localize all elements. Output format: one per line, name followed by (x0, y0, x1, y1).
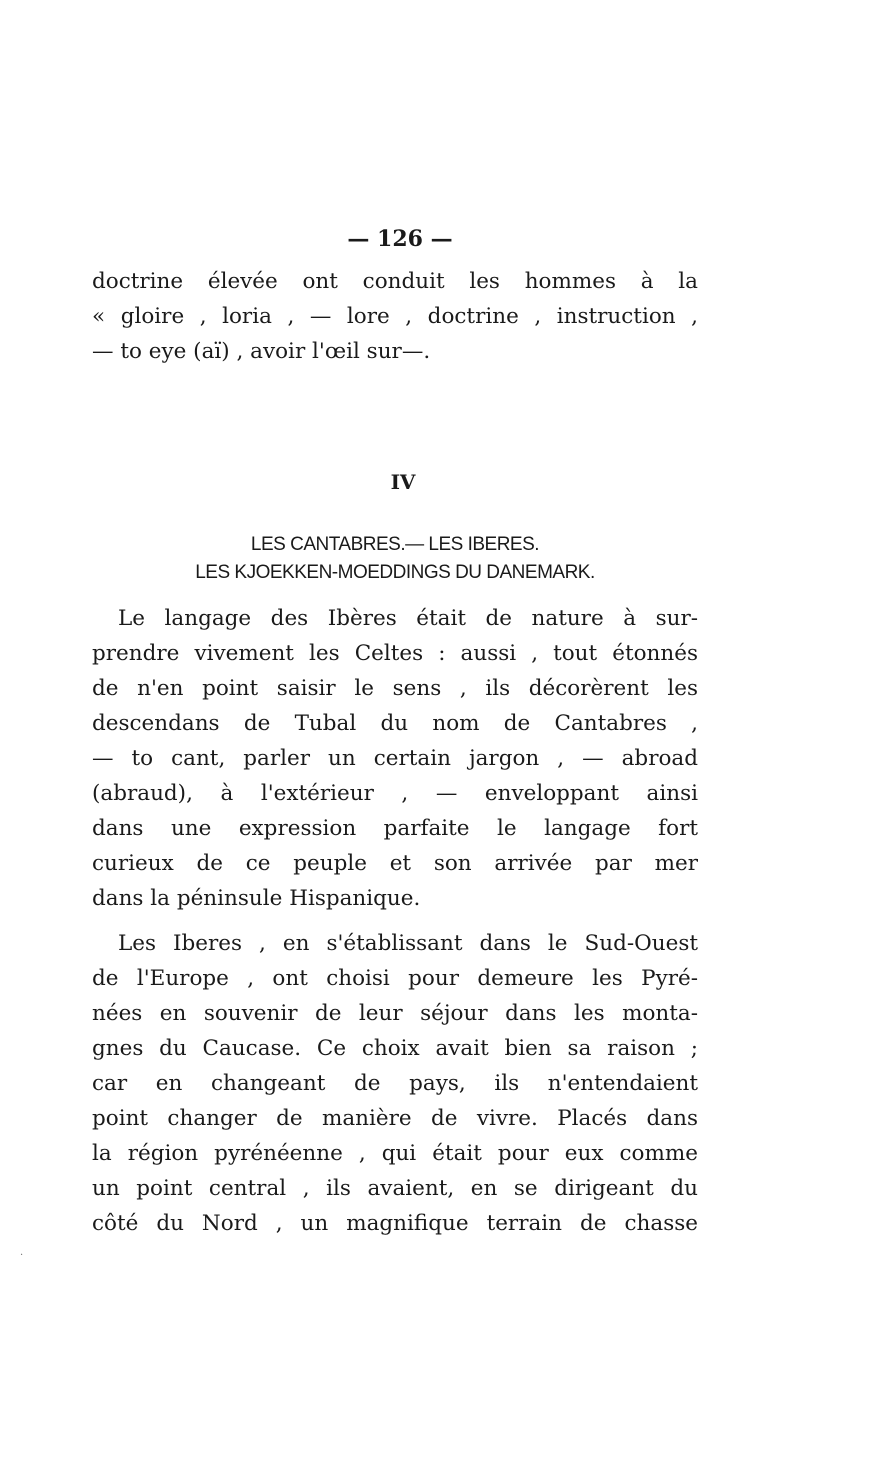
text-line: Le langage des Ibères était de nature à sur- (118, 606, 698, 631)
paragraph-iberes (92, 926, 698, 1241)
text-line: gnes du Caucase. Ce choix avait bien sa raison ; (92, 1036, 698, 1061)
text-line: un point central , ils avaient, en se dirigeant du (92, 1176, 698, 1201)
text-line: de n'en point saisir le sens , ils décorèrent les (92, 676, 698, 701)
page-number: — 126 — (347, 226, 453, 252)
section-subheading: LES KJOEKKEN-MOEDDINGS DU DANEMARK. (195, 562, 595, 583)
book-page (92, 222, 698, 1241)
text-line: « gloire , loria , — lore , doctrine , instruction , (92, 304, 698, 329)
text-line: descendans de Tubal du nom de Cantabres , (92, 711, 698, 736)
paragraph-cantabres (92, 601, 698, 916)
text-line: dans la péninsule Hispanique. (92, 886, 421, 911)
text-line: dans une expression parfaite le langage fort (92, 816, 698, 841)
text-line: prendre vivement les Celtes : aussi , tout étonnés (92, 641, 698, 666)
text-line: nées en souvenir de leur séjour dans les monta- (92, 1001, 698, 1026)
text-line: point changer de manière de vivre. Placés dans (92, 1106, 698, 1131)
text-line: curieux de ce peuple et son arrivée par mer (92, 851, 698, 876)
text-line: car en changeant de pays, ils n'entendaient (92, 1071, 698, 1096)
opening-text (92, 264, 698, 369)
ink-speck: · (20, 1250, 24, 1261)
text-line: Les Iberes , en s'établissant dans le Sud-Ouest (118, 931, 698, 956)
text-line: côté du Nord , un magnifique terrain de chasse (92, 1211, 698, 1236)
text-line: de l'Europe , ont choisi pour demeure les Pyré- (92, 966, 698, 991)
section-number: IV (390, 470, 416, 494)
text-line: — to cant, parler un certain jargon , — abroad (92, 746, 698, 771)
text-line: — to eye (aï) , avoir l'œil sur—. (92, 339, 431, 364)
section-heading: LES CANTABRES.— LES IBERES. (250, 534, 540, 555)
text-line: doctrine élevée ont conduit les hommes à la (92, 269, 698, 294)
text-line: la région pyrénéenne , qui était pour eux comme (92, 1141, 698, 1166)
text-line: (abraud), à l'extérieur , — enveloppant ainsi (92, 781, 698, 806)
